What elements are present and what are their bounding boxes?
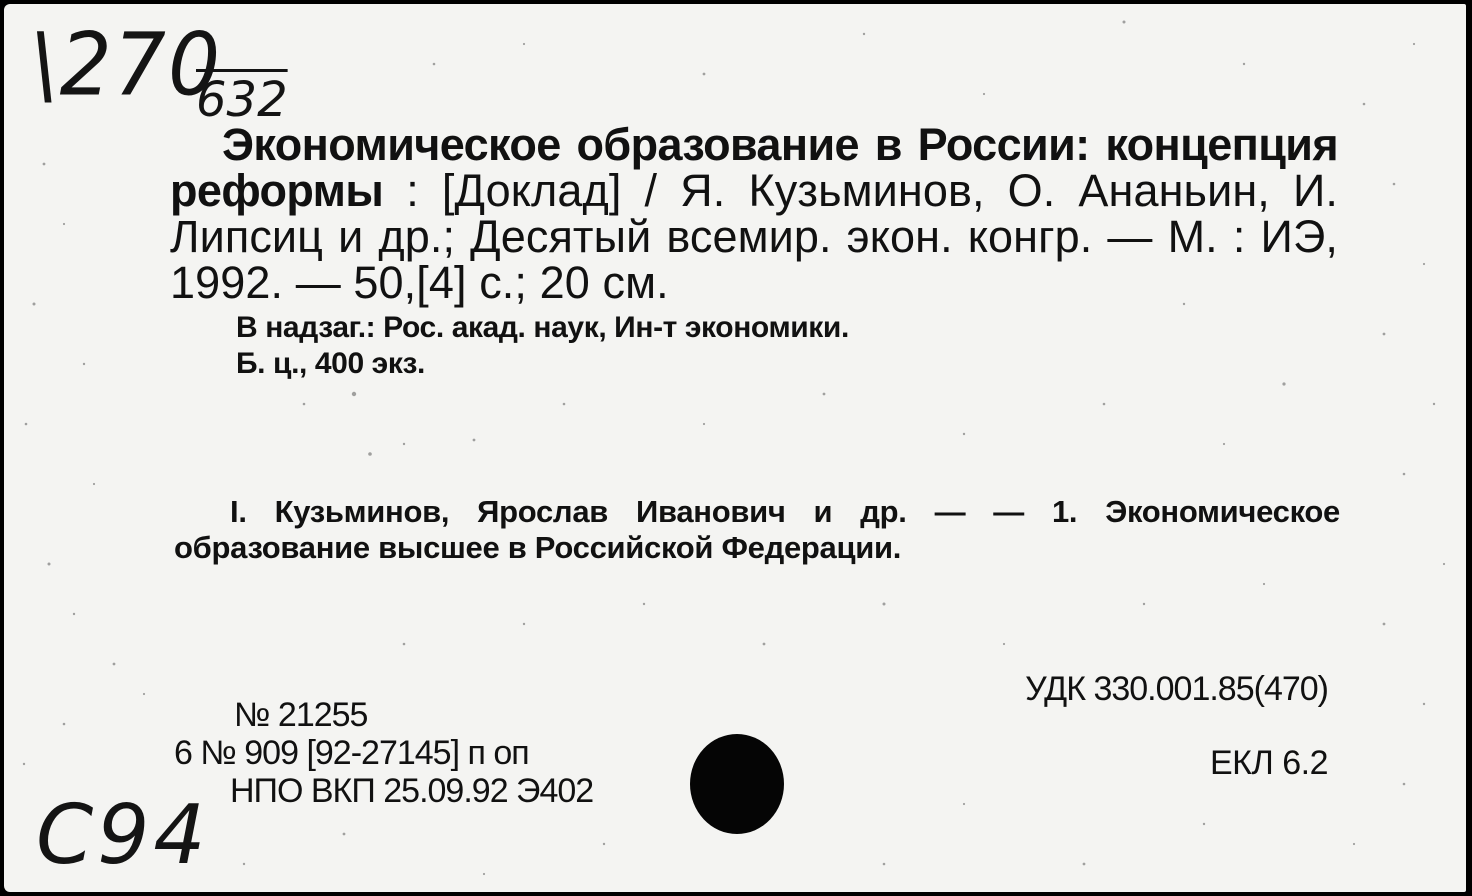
punch-hole bbox=[690, 734, 784, 834]
book-title: Экономическое образование в России: концепция реформы bbox=[170, 119, 1338, 216]
notes-block bbox=[236, 310, 849, 382]
ekl-code: ЕКЛ 6.2 bbox=[1209, 744, 1328, 782]
tracing-entries: I. Кузьминов, Ярослав Иванович и др. — — 1. Экономическое образование высшее в Российской Федерации. bbox=[174, 494, 1340, 565]
handwritten-call-number-sub: 632 bbox=[196, 72, 288, 128]
handwritten-call-number: \270 bbox=[30, 15, 223, 116]
handwritten-author-cipher: С94 bbox=[36, 788, 210, 883]
note-line: Б. ц., 400 экз. bbox=[236, 347, 425, 380]
note-line: В надзаг.: Рос. акад. наук, Ин-т экономики. bbox=[236, 311, 849, 344]
bibliographic-description bbox=[170, 119, 1338, 308]
udk-code: УДК 330.001.85(470) bbox=[1025, 670, 1328, 708]
order-number: 6 № 909 [92-27145] п оп bbox=[174, 734, 529, 772]
catalog-card bbox=[4, 4, 1466, 892]
print-info bbox=[174, 696, 593, 810]
card-number: № 21255 bbox=[234, 696, 368, 734]
printer-info: НПО ВКП 25.09.92 Э402 bbox=[230, 772, 594, 810]
description-details: : [Доклад] / Я. Кузьминов, О. Ананьин, И. Липсиц и др.; Десятый всемир. экон. конгр. — М. : ИЭ, 1992. — 50,[4] с.; 20 см. bbox=[170, 165, 1338, 308]
